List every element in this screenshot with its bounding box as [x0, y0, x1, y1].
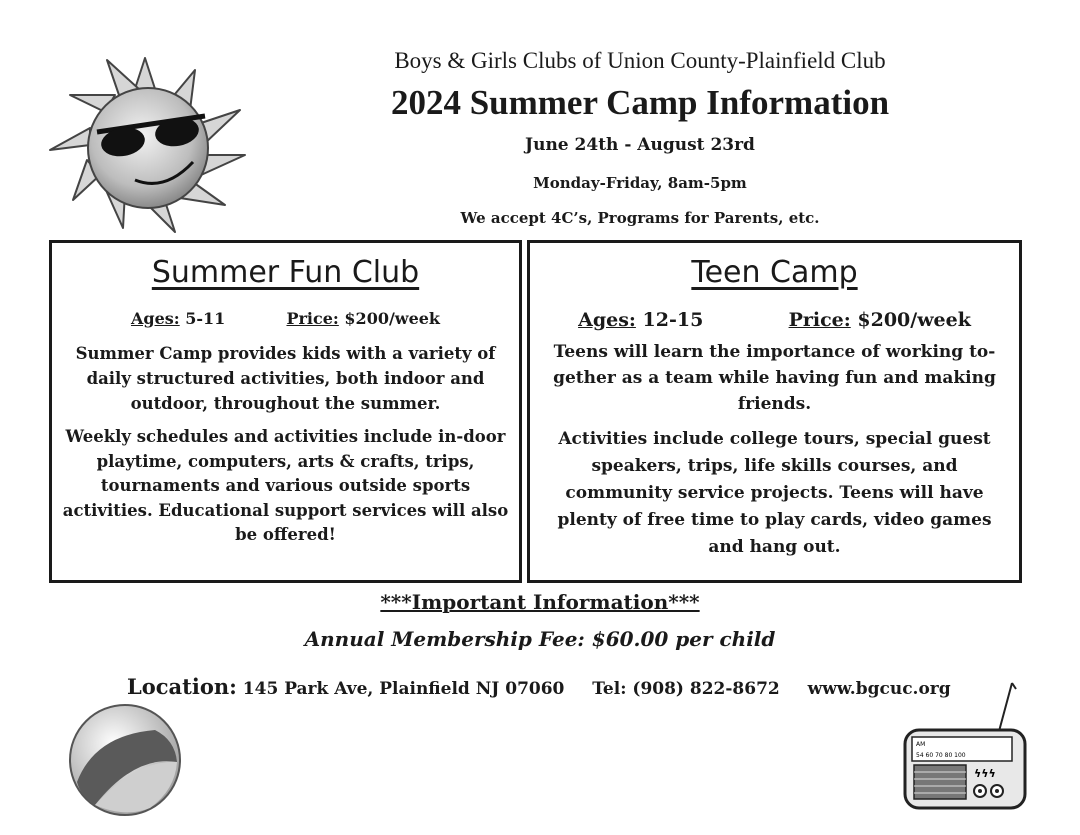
radio-icon — [900, 675, 1035, 815]
summer-fun-club-title: Summer Fun Club — [151, 255, 420, 290]
summer-fun-club-box — [49, 240, 522, 583]
telephone: Tel: (908) 822-8672 — [592, 679, 780, 699]
price-label: Price: — [286, 309, 339, 328]
teen-camp-description: Teens will learn the importance of working to-gether as a team while having fun and making friends. — [553, 342, 996, 414]
camp-dates: June 24th - August 23rd — [525, 135, 755, 155]
ages-label: Ages: — [130, 309, 180, 328]
location-line — [127, 674, 951, 699]
page-title: 2024 Summer Camp Information — [390, 83, 890, 122]
svg-text:ϟϟϟ: ϟϟϟ — [974, 767, 996, 780]
sun-with-sunglasses-icon — [45, 50, 255, 240]
price-label: Price: — [788, 309, 851, 331]
teen-camp-box — [527, 240, 1022, 583]
website-link[interactable]: www.bgcuc.org — [807, 679, 951, 699]
org-name: Boys & Girls Clubs of Union County-Plainfield Club — [394, 48, 886, 73]
price-value: $200/week — [857, 309, 971, 331]
radio-am-label: AM — [916, 741, 926, 748]
summer-fun-club-meta — [52, 309, 519, 328]
price-value: $200/week — [344, 309, 441, 328]
summer-fun-club-description: Summer Camp provides kids with a variety of daily structured activities, both indoor and outdoor, throughout the summer. — [75, 344, 496, 413]
ages-label: Ages: — [578, 309, 636, 331]
ages-value: 12-15 — [642, 309, 704, 331]
accepted-programs: We accept 4C’s, Programs for Parents, etc. — [460, 209, 820, 227]
camp-hours: Monday-Friday, 8am-5pm — [533, 174, 747, 192]
important-information-heading: ***Important Information*** — [380, 590, 700, 614]
summer-fun-club-activities: Weekly schedules and activities include in-door playtime, computers, arts & crafts, trips, tournaments and various outside sports activities. Educational support services will also be offered! — [62, 427, 509, 544]
ages-value: 5-11 — [185, 309, 226, 328]
teen-camp-meta — [530, 309, 1019, 331]
beach-ball-icon — [65, 700, 185, 820]
membership-fee: Annual Membership Fee: $60.00 per child — [304, 627, 776, 651]
address: 145 Park Ave, Plainfield NJ 07060 — [242, 679, 565, 699]
location-label: Location: — [127, 674, 237, 699]
radio-dial-numbers: 54 60 70 80 100 — [916, 752, 966, 759]
teen-camp-title: Teen Camp — [691, 255, 858, 290]
teen-camp-activities: Activities include college tours, special guest speakers, trips, life skills courses, and community service projects. Teens will have plenty of free time to play cards, video games and hang out. — [557, 429, 992, 557]
